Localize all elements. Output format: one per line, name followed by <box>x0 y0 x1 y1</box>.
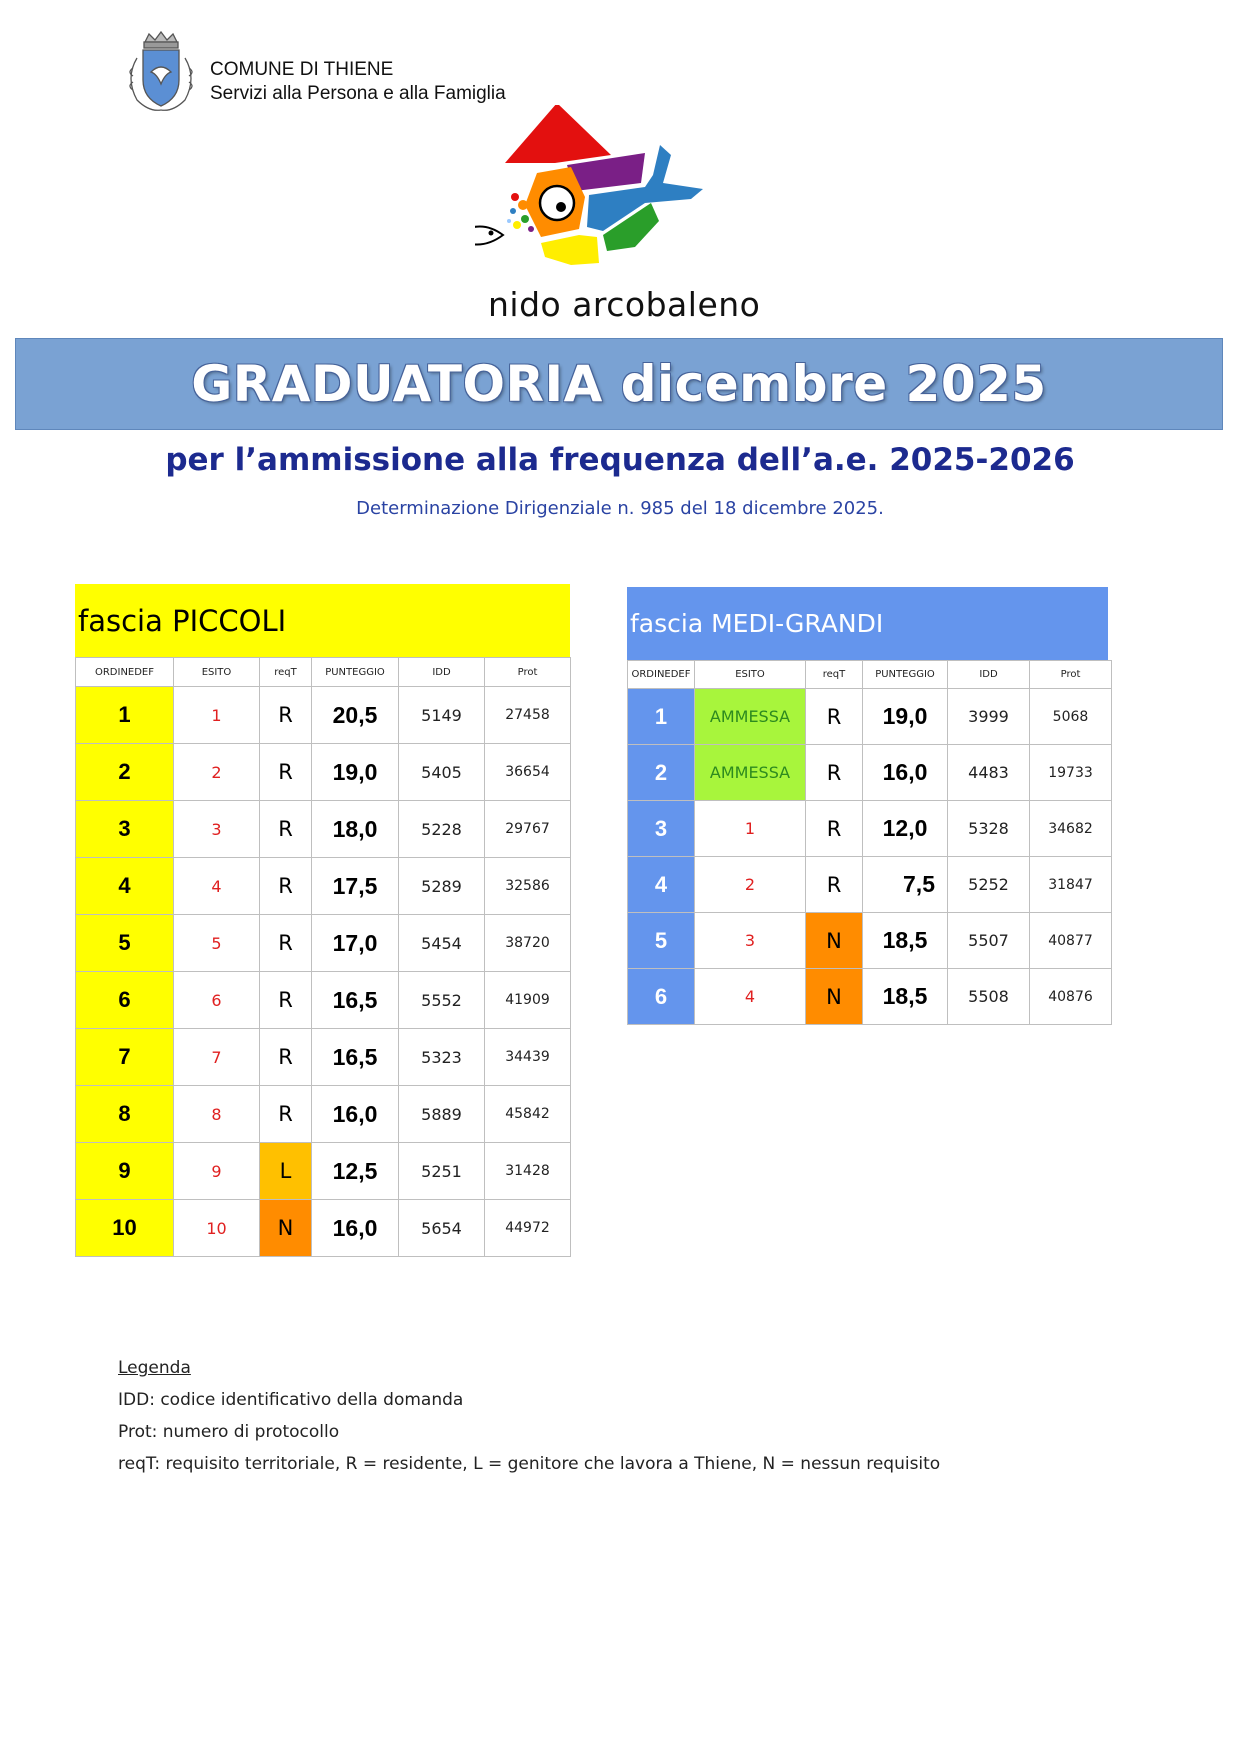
cell-punteggio: 16,0 <box>312 1086 399 1143</box>
nido-arcobaleno-logo <box>475 105 775 295</box>
cell-idd: 5454 <box>399 915 485 972</box>
cell-ordinedef: 5 <box>76 915 174 972</box>
table-row <box>628 689 1112 745</box>
col-header-punteggio: PUNTEGGIO <box>312 658 399 687</box>
col-header-prot: Prot <box>485 658 571 687</box>
col-header-punteggio: PUNTEGGIO <box>863 661 948 689</box>
cell-ordinedef: 8 <box>76 1086 174 1143</box>
cell-idd: 5552 <box>399 972 485 1029</box>
cell-esito: 8 <box>174 1086 260 1143</box>
subtitle: per l’ammissione alla frequenza dell’a.e. 2025-2026 <box>165 442 1075 478</box>
cell-prot: 40876 <box>1030 969 1112 1025</box>
cell-idd: 5289 <box>399 858 485 915</box>
col-header-ordinedef: ORDINEDEF <box>76 658 174 687</box>
cell-esito: 4 <box>174 858 260 915</box>
cell-ordinedef: 9 <box>76 1143 174 1200</box>
cell-esito: 5 <box>174 915 260 972</box>
cell-esito: AMMESSA <box>695 745 806 801</box>
legend-line: IDD: codice identificativo della domanda <box>118 1390 464 1410</box>
cell-ordinedef: 1 <box>628 689 695 745</box>
cell-reqt: R <box>260 687 312 744</box>
cell-ordinedef: 3 <box>76 801 174 858</box>
cell-idd: 5228 <box>399 801 485 858</box>
cell-punteggio: 16,0 <box>312 1200 399 1257</box>
cell-prot: 38720 <box>485 915 571 972</box>
table-row <box>628 857 1112 913</box>
cell-reqt: R <box>806 857 863 913</box>
cell-esito: 3 <box>695 913 806 969</box>
cell-prot: 29767 <box>485 801 571 858</box>
cell-idd: 3999 <box>948 689 1030 745</box>
cell-esito: 7 <box>174 1029 260 1086</box>
cell-esito: 9 <box>174 1143 260 1200</box>
col-header-prot: Prot <box>1030 661 1112 689</box>
cell-reqt: R <box>260 801 312 858</box>
cell-idd: 5252 <box>948 857 1030 913</box>
cell-ordinedef: 4 <box>628 857 695 913</box>
table-row <box>628 913 1112 969</box>
cell-esito: 1 <box>695 801 806 857</box>
cell-prot: 36654 <box>485 744 571 801</box>
cell-punteggio: 16,5 <box>312 972 399 1029</box>
table-header-row <box>76 658 571 687</box>
col-header-reqt: reqT <box>806 661 863 689</box>
cell-reqt: R <box>260 1029 312 1086</box>
cell-ordinedef: 4 <box>76 858 174 915</box>
cell-reqt: R <box>806 689 863 745</box>
cell-esito: 2 <box>174 744 260 801</box>
cell-prot: 34682 <box>1030 801 1112 857</box>
cell-esito: 4 <box>695 969 806 1025</box>
col-header-esito: ESITO <box>695 661 806 689</box>
cell-reqt: L <box>260 1143 312 1200</box>
table-row <box>76 1086 571 1143</box>
legend-line: Prot: numero di protocollo <box>118 1422 340 1442</box>
cell-punteggio: 19,0 <box>312 744 399 801</box>
table-row <box>628 969 1112 1025</box>
cell-prot: 40877 <box>1030 913 1112 969</box>
cell-idd: 5405 <box>399 744 485 801</box>
table-row <box>76 858 571 915</box>
cell-reqt: R <box>260 744 312 801</box>
cell-punteggio: 18,0 <box>312 801 399 858</box>
cell-ordinedef: 3 <box>628 801 695 857</box>
medi-grandi-section <box>627 587 1111 1025</box>
cell-prot: 41909 <box>485 972 571 1029</box>
cell-idd: 5507 <box>948 913 1030 969</box>
cell-esito: 2 <box>695 857 806 913</box>
cell-ordinedef: 7 <box>76 1029 174 1086</box>
piccoli-table <box>75 657 571 1257</box>
cell-reqt: N <box>806 913 863 969</box>
cell-esito: 3 <box>174 801 260 858</box>
medi-grandi-title: fascia MEDI-GRANDI <box>627 587 1108 660</box>
cell-prot: 34439 <box>485 1029 571 1086</box>
table-row <box>628 745 1112 801</box>
piccoli-title: fascia PICCOLI <box>75 584 570 657</box>
cell-punteggio: 16,0 <box>863 745 948 801</box>
org-department: Servizi alla Persona e alla Famiglia <box>210 83 506 104</box>
org-name: COMUNE DI THIENE <box>210 59 394 80</box>
cell-reqt: R <box>260 915 312 972</box>
cell-prot: 32586 <box>485 858 571 915</box>
cell-ordinedef: 1 <box>76 687 174 744</box>
cell-prot: 45842 <box>485 1086 571 1143</box>
cell-prot: 31847 <box>1030 857 1112 913</box>
small-fish-icon <box>475 226 503 247</box>
legend <box>118 1352 940 1480</box>
cell-reqt: R <box>806 801 863 857</box>
table-row <box>76 744 571 801</box>
table-row <box>76 801 571 858</box>
cell-prot: 5068 <box>1030 689 1112 745</box>
cell-idd: 5508 <box>948 969 1030 1025</box>
logo-wordmark: nido arcobaleno <box>488 285 761 324</box>
table-row <box>76 915 571 972</box>
cell-punteggio: 16,5 <box>312 1029 399 1086</box>
legend-line: reqT: requisito territoriale, R = residente, L = genitore che lavora a Thiene, N = nessun requisito <box>118 1454 941 1474</box>
page-title: GRADUATORIA dicembre 2025 <box>191 355 1047 413</box>
col-header-idd: IDD <box>948 661 1030 689</box>
cell-idd: 5654 <box>399 1200 485 1257</box>
cell-ordinedef: 6 <box>628 969 695 1025</box>
cell-esito: AMMESSA <box>695 689 806 745</box>
cell-esito: 1 <box>174 687 260 744</box>
cell-reqt: R <box>260 972 312 1029</box>
table-row <box>76 972 571 1029</box>
table-row <box>76 1143 571 1200</box>
cell-reqt: R <box>260 1086 312 1143</box>
cell-ordinedef: 6 <box>76 972 174 1029</box>
cell-punteggio: 18,5 <box>863 969 948 1025</box>
title-banner <box>15 338 1223 430</box>
cell-idd: 5251 <box>399 1143 485 1200</box>
cell-idd: 4483 <box>948 745 1030 801</box>
cell-ordinedef: 5 <box>628 913 695 969</box>
cell-idd: 5328 <box>948 801 1030 857</box>
cell-reqt: N <box>806 969 863 1025</box>
cell-esito: 6 <box>174 972 260 1029</box>
col-header-idd: IDD <box>399 658 485 687</box>
cell-prot: 27458 <box>485 687 571 744</box>
cell-prot: 19733 <box>1030 745 1112 801</box>
cell-punteggio: 7,5 <box>863 857 948 913</box>
legend-title: Legenda <box>118 1358 191 1378</box>
cell-prot: 44972 <box>485 1200 571 1257</box>
cell-reqt: N <box>260 1200 312 1257</box>
cell-idd: 5889 <box>399 1086 485 1143</box>
cell-punteggio: 12,5 <box>312 1143 399 1200</box>
determination-reference: Determinazione Dirigenziale n. 985 del 18 dicembre 2025. <box>356 498 884 519</box>
medi-grandi-table <box>627 660 1112 1025</box>
cell-punteggio: 18,5 <box>863 913 948 969</box>
cell-punteggio: 17,5 <box>312 858 399 915</box>
table-row <box>76 1200 571 1257</box>
cell-ordinedef: 2 <box>628 745 695 801</box>
cell-punteggio: 17,0 <box>312 915 399 972</box>
coat-of-arms-icon <box>115 28 207 116</box>
table-header-row <box>628 661 1112 689</box>
cell-reqt: R <box>806 745 863 801</box>
cell-idd: 5323 <box>399 1029 485 1086</box>
piccoli-section <box>75 584 570 1257</box>
cell-punteggio: 20,5 <box>312 687 399 744</box>
table-row <box>76 1029 571 1086</box>
cell-esito: 10 <box>174 1200 260 1257</box>
col-header-reqt: reqT <box>260 658 312 687</box>
cell-prot: 31428 <box>485 1143 571 1200</box>
col-header-ordinedef: ORDINEDEF <box>628 661 695 689</box>
cell-idd: 5149 <box>399 687 485 744</box>
table-row <box>76 687 571 744</box>
cell-reqt: R <box>260 858 312 915</box>
table-row <box>628 801 1112 857</box>
cell-ordinedef: 2 <box>76 744 174 801</box>
cell-punteggio: 19,0 <box>863 689 948 745</box>
cell-punteggio: 12,0 <box>863 801 948 857</box>
cell-ordinedef: 10 <box>76 1200 174 1257</box>
col-header-esito: ESITO <box>174 658 260 687</box>
